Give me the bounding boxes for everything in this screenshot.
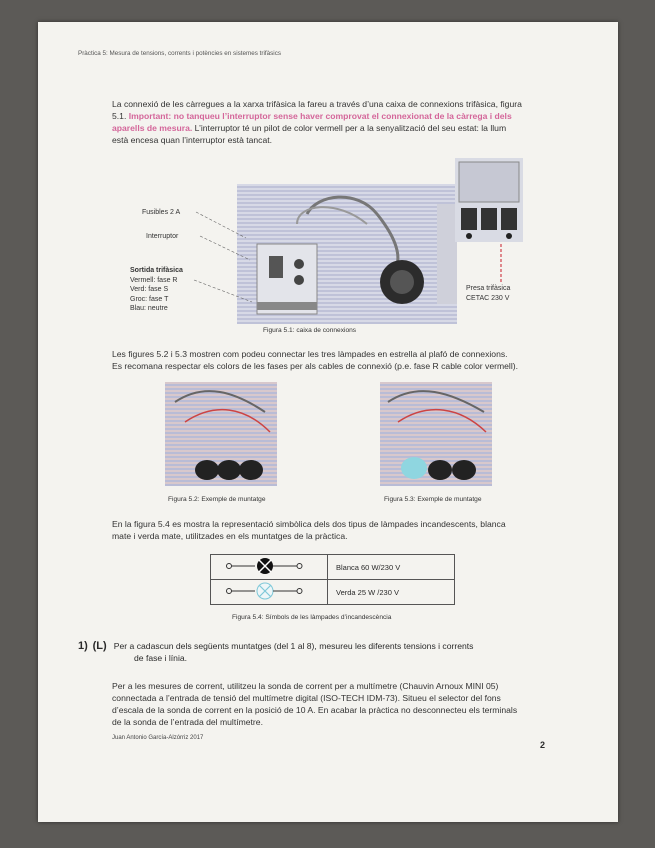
para3-line-2: mate i verda mate, utilitzades en els muntatges de la pràctica. xyxy=(112,531,348,541)
sortida-legend xyxy=(130,266,183,314)
intro-line-3-rest: L’interruptor té un pilot de color vermell per a la senyalització del seu estat: la llum xyxy=(192,123,507,133)
label-sortida: Sortida trifàsica xyxy=(130,267,183,274)
label-presa: Presa trifàsica xyxy=(466,285,511,292)
task-text-2: de fase i línia. xyxy=(134,653,188,663)
para4-line-1: Per a les mesures de corrent, utilitzeu la sonda de corrent per a multímetre (Chauvin Arnoux MINI 05) xyxy=(112,681,499,691)
para3-line-1: En la figura 5.4 es mostra la representació simbòlica dels dos tipus de làmpades incandescents, blanca xyxy=(112,519,506,529)
paragraph-2 xyxy=(112,348,518,372)
important-warning-2: aparells de mesura. xyxy=(112,123,193,133)
para2-line-2: Es recomana respectar els colors de les fases per als cables de connexió (p.e. fase R cable color vermell). xyxy=(112,361,519,371)
label-vermell: Vermell: fase R xyxy=(130,276,178,284)
task-tag: (L) xyxy=(92,640,107,652)
figure-5-2-caption: Figura 5.2: Exemple de muntatge xyxy=(168,496,266,503)
task-line-1 xyxy=(78,640,473,652)
label-fusibles: Fusibles 2 A xyxy=(142,209,181,216)
page-number: 2 xyxy=(540,740,546,750)
para4-line-2: connectada a l’entrada de tensió del multímetre digital (ISO-TECH IDM-73). Situeu el selector del fons xyxy=(112,693,501,703)
white-lamp-label: Blanca 60 W/230 V xyxy=(328,555,455,580)
intro-paragraph xyxy=(112,98,522,146)
para4-line-4: de la sonda de l’entrada del multímetre. xyxy=(112,717,263,727)
label-blau: Blau: neutre xyxy=(130,305,168,313)
paragraph-3 xyxy=(112,518,506,542)
intro-line-4: està encesa quan l’interruptor està tancat. xyxy=(112,135,273,145)
green-lamp-symbol-cell xyxy=(211,580,328,605)
important-warning-1: Important: no tanqueu l’interruptor sense haver comprovat el connexionat de la càrrega i dels xyxy=(128,111,512,121)
green-lamp-label: Verda 25 W /230 V xyxy=(328,580,455,605)
figure-5-1-caption: Figura 5.1: caixa de connexions xyxy=(263,327,357,334)
para4-line-3: d’escala de la sonda de corrent en la posició de 10 A. En acabar la pràctica no desconnecteu els terminals xyxy=(112,705,518,715)
label-verd: Verd: fase S xyxy=(130,286,169,294)
figure-5-4-caption: Figura 5.4: Símbols de les làmpades d’incandescència xyxy=(232,614,392,621)
figure-5-3-caption: Figura 5.3: Exemple de muntatge xyxy=(384,496,482,503)
intro-line-1: La connexió de les càrregues a la xarxa trifàsica la fareu a través d’una caixa de connexions trifàsica, figura xyxy=(112,99,522,109)
task-1 xyxy=(78,640,473,664)
label-interruptor: Interruptor xyxy=(146,233,179,240)
para2-line-1: Les figures 5.2 i 5.3 mostren com podeu connectar les tres làmpades en estrella al plafó de connexions. xyxy=(112,349,508,359)
page-footer: Juan Antonio García-Alzórriz 2017 xyxy=(112,735,204,741)
label-groc: Groc: fase T xyxy=(130,295,169,303)
task-number: 1) xyxy=(78,640,88,652)
table-row xyxy=(211,580,455,605)
label-cetac: CETAC 230 V xyxy=(466,294,510,302)
assembly-photo-1 xyxy=(165,382,277,486)
assembly-photo-2 xyxy=(380,382,492,486)
intro-line-2 xyxy=(112,110,522,122)
lamp-symbols-table xyxy=(210,554,455,605)
intro-line-3 xyxy=(112,122,522,134)
paragraph-4 xyxy=(112,680,517,728)
figure-leader-lines xyxy=(186,202,486,312)
red-dashed-indicator xyxy=(498,244,504,284)
presa-label xyxy=(466,284,510,303)
table-row xyxy=(211,555,455,580)
task-text-1: Per a cadascun dels següents muntatges (del 1 al 8), mesureu les diferents tensions i corrents xyxy=(113,641,474,651)
figure-ref: 5.1. xyxy=(112,111,127,121)
white-lamp-symbol-cell xyxy=(211,555,328,580)
green-lamp-icon xyxy=(219,581,309,601)
white-lamp-icon xyxy=(219,556,309,576)
page-header: Pràctica 5: Mesura de tensions, corrents i potències en sistemes trifàsics xyxy=(78,50,281,57)
